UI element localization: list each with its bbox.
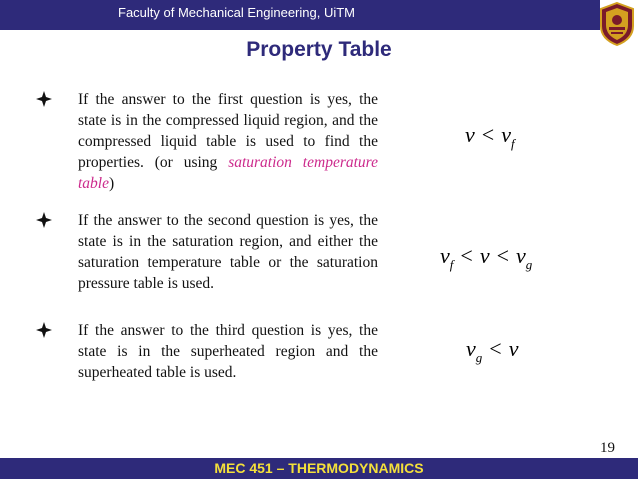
header-bar (0, 0, 600, 30)
equation-saturation (440, 243, 532, 273)
bullet-item-saturation (36, 210, 386, 294)
equation-compressed-liquid (465, 122, 515, 152)
bullet-text: If the answer to the second question is yes, the state is in the saturation region, and either the saturation temperature table or the saturation pressure table is used. (78, 212, 378, 292)
eq-var: v (440, 243, 450, 268)
footer-bar (0, 458, 638, 479)
slide-title: Property Table (246, 38, 392, 61)
bullet-text-after: ) (109, 175, 115, 192)
diamond-bullet-icon (36, 322, 52, 338)
eq-subscript: f (449, 257, 454, 272)
eq-operator: < (481, 122, 495, 147)
course-title: MEC 451 – THERMODYNAMICS (214, 460, 424, 476)
bullet-text (78, 89, 378, 194)
bullet-text: If the answer to the third question is yes, the state is in the superheated region and the superheated table is used. (78, 322, 378, 381)
eq-operator: < (496, 243, 509, 268)
eq-var: v (508, 336, 519, 361)
eq-operator: < (460, 243, 473, 268)
bullet-text-before: If the answer to the first question is yes, the state is in the compressed liquid region, and the compressed liquid table is used to find the properties. (or using (78, 91, 378, 171)
equation-superheated (466, 336, 518, 366)
eq-var: v (465, 122, 475, 147)
diamond-bullet-icon (36, 212, 52, 228)
eq-subscript: g (525, 257, 533, 272)
faculty-name: Faculty of Mechanical Engineering, UiTM (118, 5, 355, 20)
eq-var: v (479, 243, 490, 268)
eq-subscript: f (510, 136, 515, 151)
eq-var: v (516, 243, 526, 268)
bullet-item-superheated (36, 320, 386, 383)
saturation-temperature-table-link-text: saturation temperature table (78, 154, 378, 192)
eq-var: v (501, 122, 511, 147)
page-number: 19 (600, 440, 615, 456)
eq-var: v (466, 336, 476, 361)
eq-subscript: g (475, 350, 483, 365)
bullet-item-compressed-liquid (36, 89, 386, 194)
eq-operator: < (489, 336, 502, 361)
diamond-bullet-icon (36, 91, 52, 107)
